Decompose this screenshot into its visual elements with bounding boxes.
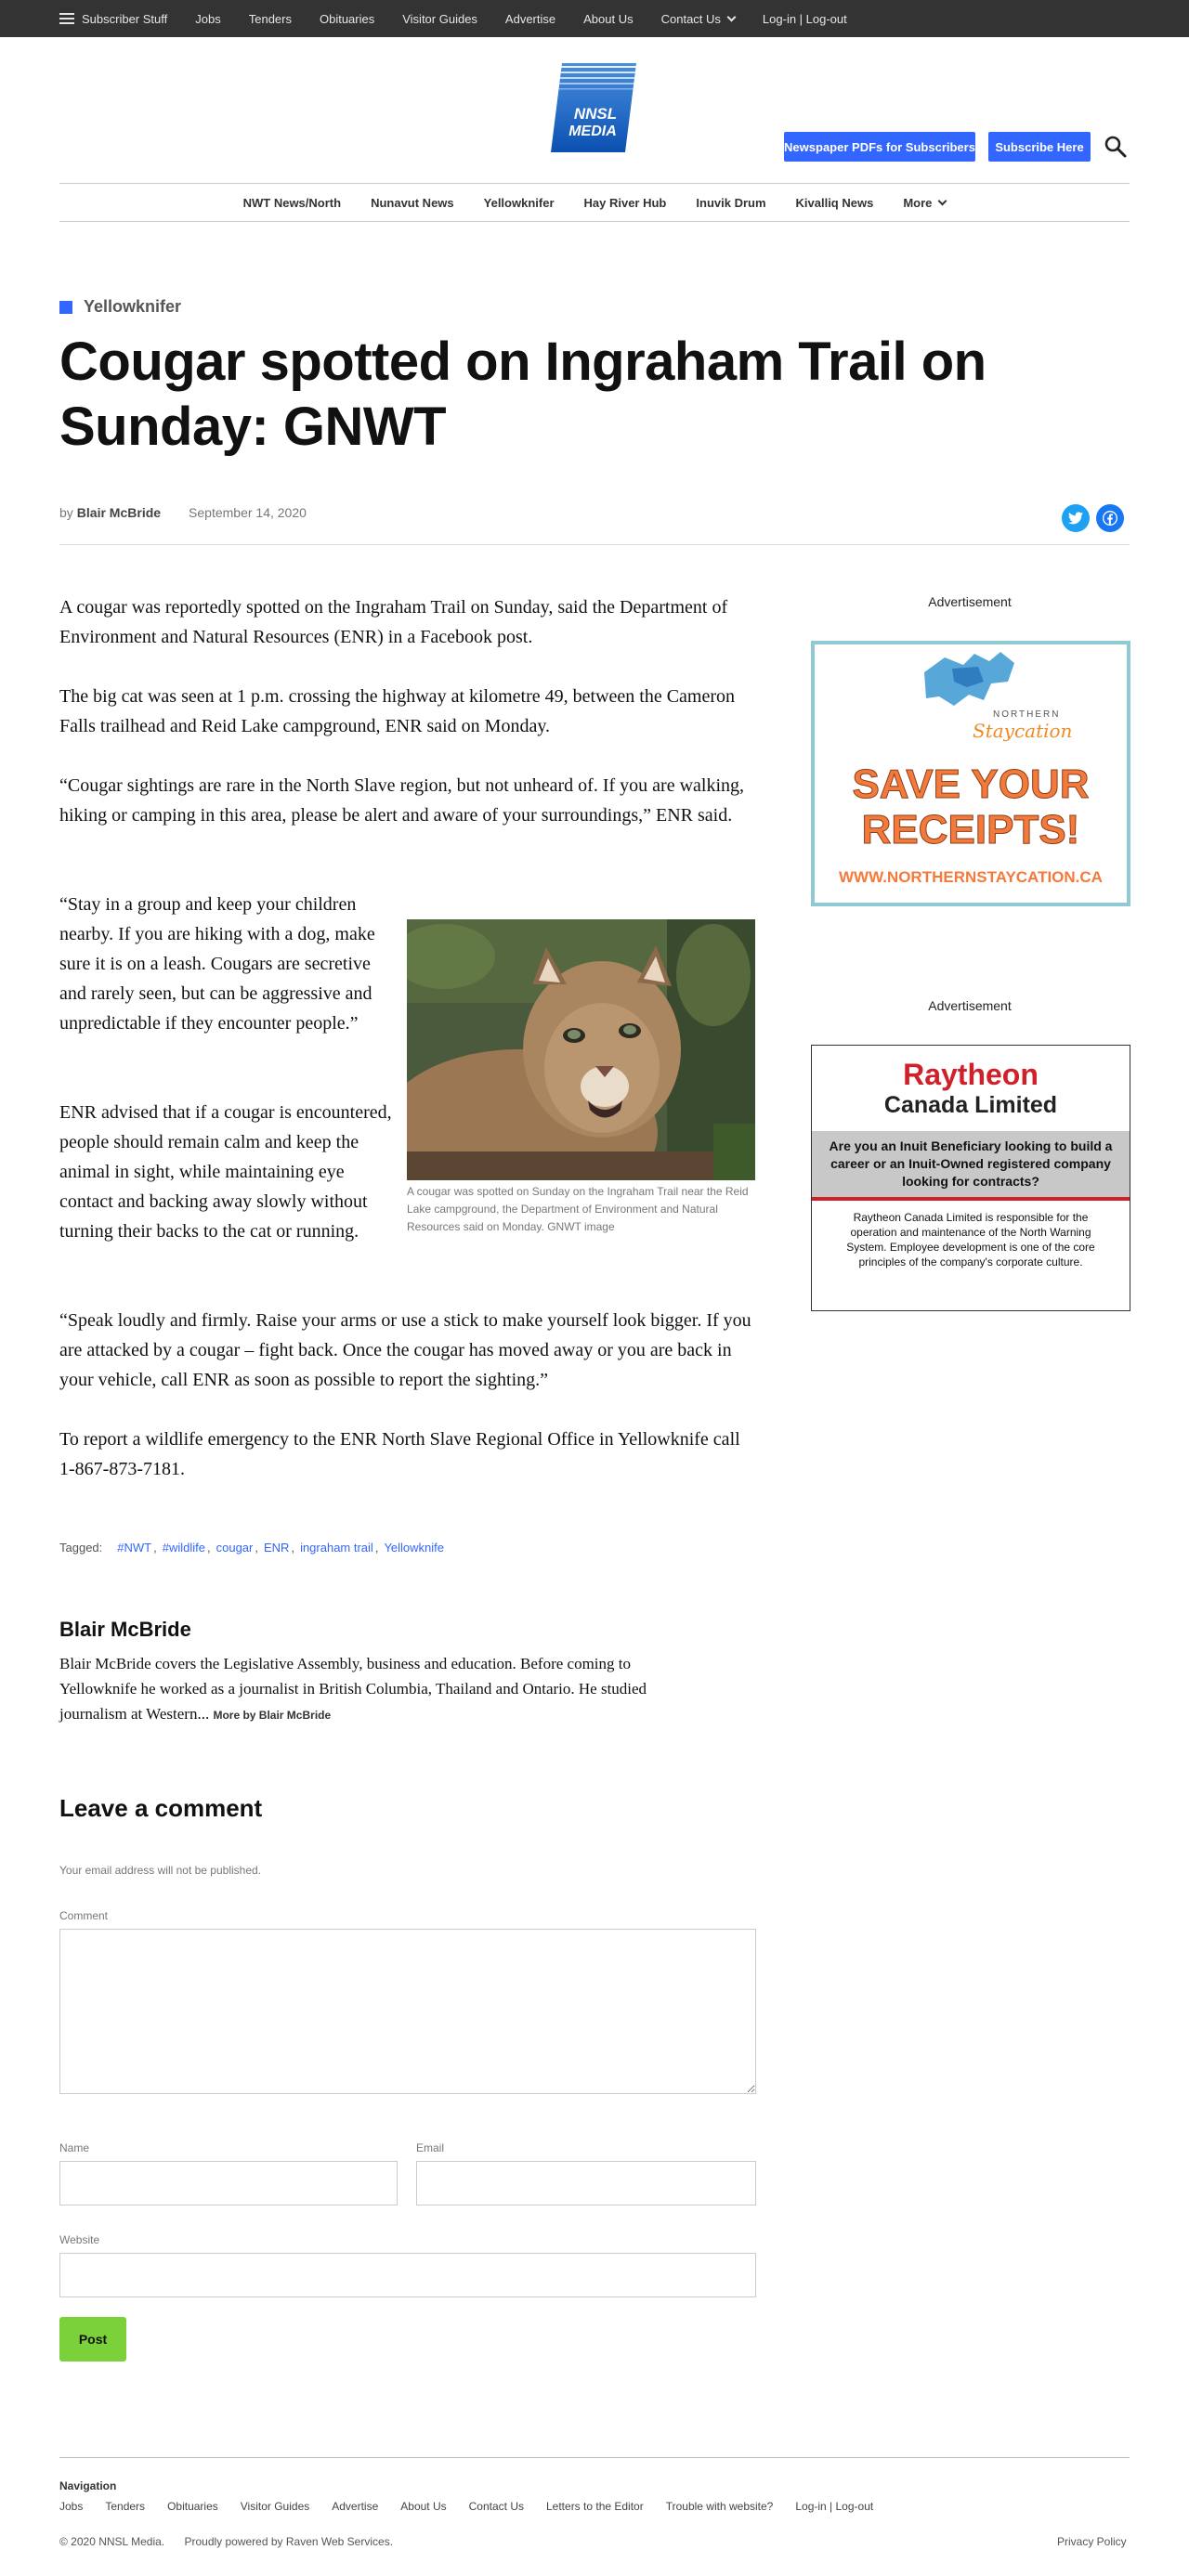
staycation-line2: RECEIPTS!	[861, 807, 1080, 852]
footer-link-letters[interactable]: Letters to the Editor	[546, 2500, 644, 2513]
byline-by: by	[59, 505, 73, 520]
footer-links	[59, 2500, 895, 2513]
email-privacy-note: Your email address will not be published.	[59, 1864, 262, 1877]
nav-item-nwt-news[interactable]: NWT News/North	[242, 195, 342, 210]
twitter-share-button[interactable]	[1062, 504, 1090, 532]
nav-more-label: More	[903, 195, 933, 210]
byline-author-link[interactable]: Blair McBride	[76, 505, 162, 520]
topbar-link-advertise[interactable]: Advertise	[504, 11, 556, 26]
topbar-link-visitor-guides[interactable]: Visitor Guides	[402, 11, 477, 26]
comment-label: Comment	[59, 1909, 109, 1922]
staycation-brand-script: Staycation	[973, 720, 1073, 742]
footer-link-trouble[interactable]: Trouble with website?	[665, 2500, 774, 2513]
tag-link[interactable]: ingraham trail	[300, 1541, 373, 1555]
top-bar	[0, 0, 1189, 37]
comment-section-title: Leave a comment	[59, 1794, 263, 1822]
topbar-link-about-us[interactable]: About Us	[583, 11, 634, 26]
tag-link[interactable]: #wildlife	[162, 1541, 205, 1555]
email-label: Email	[416, 2141, 445, 2154]
powered-by-text[interactable]: Proudly powered by Raven Web Services.	[184, 2535, 394, 2548]
raytheon-brand: Raytheon	[903, 1058, 1039, 1091]
tag-link[interactable]: cougar	[216, 1541, 254, 1555]
newspaper-pdfs-button[interactable]: Newspaper PDFs for Subscribers	[784, 132, 975, 162]
topbar-link-login[interactable]: Log-in | Log-out	[762, 11, 847, 26]
footer-link-obituaries[interactable]: Obituaries	[167, 2500, 218, 2513]
raytheon-body: Raytheon Canada Limited is responsible for the operation and maintenance of the North Warning System. Employee development is one of the core principles of the company's corporate culture.	[846, 1211, 1095, 1268]
author-box-bio	[59, 1651, 673, 1728]
nav-item-nunavut-news[interactable]: Nunavut News	[371, 195, 454, 210]
category-square-icon	[59, 301, 72, 314]
subscriber-stuff-label: Subscriber Stuff	[82, 11, 168, 26]
contact-us-label: Contact Us	[660, 11, 721, 26]
copyright-text: © 2020 NNSL Media.	[59, 2535, 165, 2548]
raytheon-subbrand: Canada Limited	[883, 1092, 1058, 1118]
footer-link-contact-us[interactable]: Contact Us	[468, 2500, 524, 2513]
nav-item-more[interactable]	[903, 196, 946, 210]
subscribe-button[interactable]: Subscribe Here	[988, 132, 1091, 162]
article-paragraph: “Stay in a group and keep your children nearby. If you are hiking with a dog, make sure it is on a leash. Cougars are secretive and rarely seen, but can be aggressive and unpredictable if they encounter people.”	[59, 894, 375, 1034]
topbar-link-tenders[interactable]: Tenders	[248, 11, 292, 26]
website-input[interactable]	[59, 2253, 756, 2297]
footer-link-advertise[interactable]: Advertise	[332, 2500, 379, 2513]
nav-item-kivalliq-news[interactable]: Kivalliq News	[795, 195, 874, 210]
article-title: Cougar spotted on Ingraham Trail on Sunday: GNWT	[59, 332, 986, 457]
article-divider	[59, 544, 1130, 545]
article-paragraph: “Cougar sightings are rare in the North Slave region, but not unheard of. If you are walking, hiking or camping in this area, please be alert and aware of your surroundings,” ENR said.	[59, 775, 745, 826]
article-paragraph: ENR advised that if a cougar is encountered, people should remain calm and keep the animal in sight, while maintaining eye contact and backing away slowly without turning their backs to the cat or running.	[59, 1102, 392, 1242]
name-label: Name	[59, 2141, 90, 2154]
author-box-name[interactable]: Blair McBride	[59, 1618, 191, 1641]
article-category[interactable]	[59, 297, 181, 317]
email-input[interactable]	[416, 2161, 756, 2205]
chevron-down-icon	[938, 196, 947, 205]
staycation-brand-top: NORTHERN	[993, 709, 1061, 720]
site-header	[0, 37, 1189, 184]
footer-nav-title: Navigation	[59, 2479, 117, 2492]
northern-staycation-ad[interactable]	[811, 641, 1130, 906]
nav-item-inuvik-drum[interactable]: Inuvik Drum	[696, 195, 766, 210]
more-by-author-link[interactable]: More by Blair McBride	[213, 1709, 332, 1722]
cougar-photo[interactable]	[407, 919, 755, 1180]
article-paragraph: To report a wildlife emergency to the ENR North Slave Regional Office in Yellowknife call 1-867-873-7181.	[59, 1429, 740, 1479]
topbar-link-jobs[interactable]: Jobs	[195, 11, 221, 26]
advertisement-label: Advertisement	[928, 594, 1012, 609]
name-input[interactable]	[59, 2161, 398, 2205]
tags-label: Tagged:	[59, 1541, 103, 1555]
footer-link-about-us[interactable]: About Us	[400, 2500, 447, 2513]
logo-text-nnsl: NNSL	[573, 105, 618, 123]
post-comment-button[interactable]: Post	[59, 2317, 126, 2361]
copyright	[59, 2535, 393, 2548]
footer-link-jobs[interactable]: Jobs	[59, 2500, 84, 2513]
hamburger-icon	[59, 13, 74, 24]
footer-link-tenders[interactable]: Tenders	[105, 2500, 146, 2513]
facebook-share-button[interactable]	[1096, 504, 1124, 532]
photo-caption: A cougar was spotted on Sunday on the Ingraham Trail near the Reid Lake campground, the Department of Environment and Natural Resources said on Monday. GNWT image	[407, 1185, 749, 1233]
raytheon-ad[interactable]	[811, 1045, 1130, 1311]
article-paragraph: A cougar was reportedly spotted on the Ingraham Trail on Sunday, said the Department of Environment and Natural Resources (ENR) in a Facebook post.	[59, 597, 728, 647]
author-bio-text: Blair McBride covers the Legislative Assembly, business and education. Before coming to Yellowknife he worked as a journalist in British Columbia, Thailand and Ontario. He studied journalism at Western...	[59, 1655, 647, 1723]
topbar-link-obituaries[interactable]: Obituaries	[319, 11, 375, 26]
advertisement-label: Advertisement	[928, 998, 1012, 1013]
staycation-url: WWW.NORTHERNSTAYCATION.CA	[839, 868, 1103, 886]
section-nav	[59, 183, 1130, 222]
twitter-icon	[1068, 512, 1083, 525]
footer-divider	[59, 2457, 1130, 2458]
topbar-link-contact-us[interactable]	[661, 12, 735, 26]
subscriber-stuff-menu[interactable]	[59, 12, 167, 26]
comment-textarea[interactable]	[59, 1929, 756, 2094]
footer-link-login[interactable]: Log-in | Log-out	[795, 2500, 874, 2513]
nav-item-hay-river-hub[interactable]: Hay River Hub	[583, 195, 667, 210]
footer-link-visitor-guides[interactable]: Visitor Guides	[240, 2500, 310, 2513]
nnsl-media-logo[interactable]	[549, 61, 638, 154]
article-paragraph: The big cat was seen at 1 p.m. crossing the highway at kilometre 49, between the Cameron Falls trailhead and Reid Lake campground, ENR said on Monday.	[59, 686, 736, 736]
logo-text-media: MEDIA	[568, 124, 617, 139]
chevron-down-icon	[726, 12, 736, 21]
category-label: Yellowknifer	[84, 297, 182, 316]
raytheon-question: Are you an Inuit Beneficiary looking to build a career or an Inuit-Owned registered company looking for contracts?	[812, 1131, 1130, 1201]
facebook-icon	[1103, 511, 1117, 526]
tag-link[interactable]: ENR	[263, 1541, 290, 1555]
byline	[59, 505, 307, 520]
tag-link[interactable]: Yellowknife	[384, 1541, 445, 1555]
article-paragraph: “Speak loudly and firmly. Raise your arms or use a stick to make yourself look bigger. If you are attacked by a cougar – fight back. Once the cougar has moved away or you are back in your vehicle, call ENR as soon as possible to report the sighting.”	[59, 1310, 751, 1390]
nav-item-yellowknifer[interactable]: Yellowknifer	[483, 195, 555, 210]
website-label: Website	[59, 2233, 100, 2246]
staycation-line1: SAVE YOUR	[852, 761, 1090, 807]
publish-date: September 14, 2020	[189, 505, 307, 520]
tag-list: Tagged: #NWT , #wildlife , cougar , ENR , ingraham trail , Yellowknife	[59, 1541, 445, 1555]
cougar-image	[407, 919, 755, 1180]
search-icon[interactable]	[1104, 135, 1128, 159]
tag-link[interactable]: #NWT	[117, 1541, 152, 1555]
privacy-policy-link[interactable]: Privacy Policy	[1057, 2535, 1127, 2548]
staycation-ad-graphic	[815, 644, 1127, 903]
